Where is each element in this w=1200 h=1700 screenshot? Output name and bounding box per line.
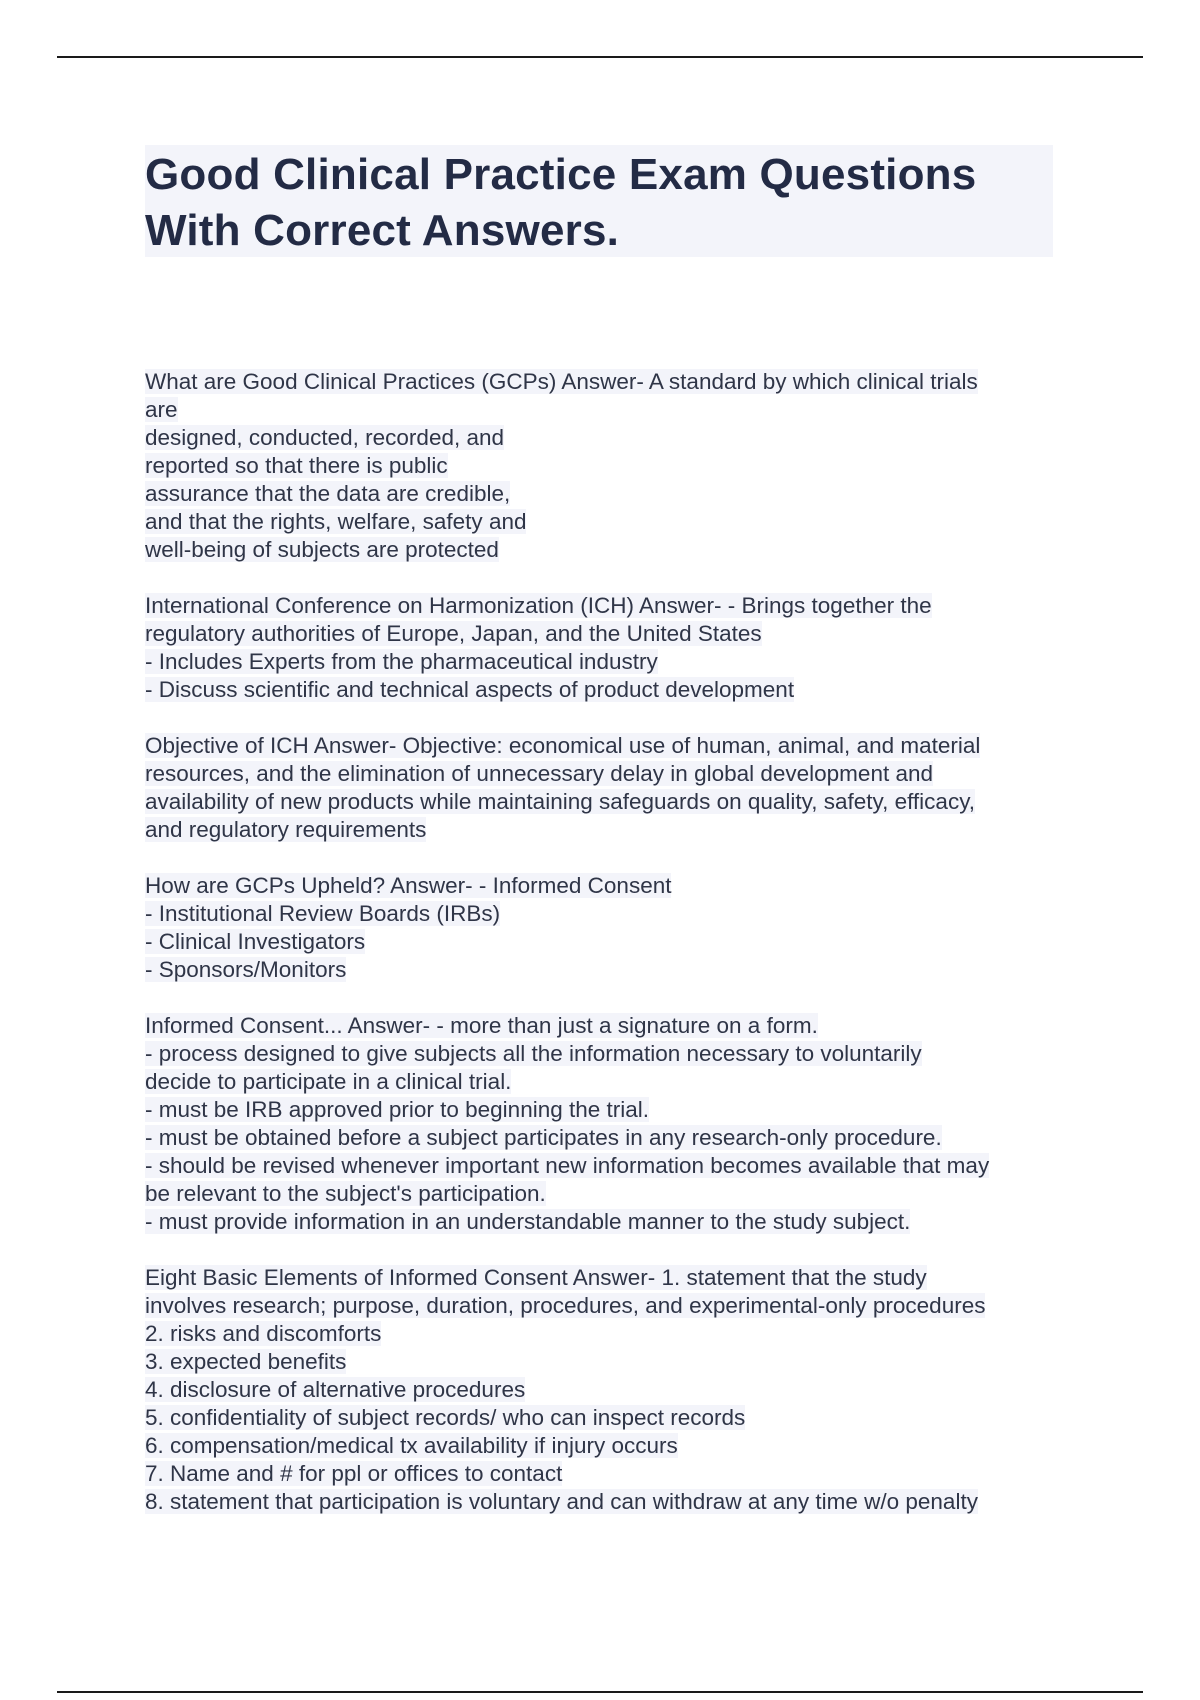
qa-line: What are Good Clinical Practices (GCPs) Answer- A standard by which clinical trials (145, 369, 978, 394)
qa-line: Informed Consent... Answer- - more than just a signature on a form. (145, 1013, 818, 1038)
qa-line: availability of new products while maintaining safeguards on quality, safety, efficacy, (145, 789, 976, 814)
qa-line: are (145, 397, 178, 422)
qa-line: regulatory authorities of Europe, Japan, and the United States (145, 621, 762, 646)
qa-line: designed, conducted, recorded, and (145, 425, 505, 450)
qa-entry (145, 1264, 1065, 1516)
qa-line: be relevant to the subject's participation. (145, 1181, 546, 1206)
qa-line: resources, and the elimination of unnecessary delay in global development and (145, 761, 933, 786)
qa-entry (145, 872, 1065, 984)
qa-line: Objective of ICH Answer- Objective: economical use of human, animal, and material (145, 733, 981, 758)
qa-line: 5. confidentiality of subject records/ who can inspect records (145, 1405, 746, 1430)
qa-line: - Includes Experts from the pharmaceutical industry (145, 649, 658, 674)
qa-line: - Clinical Investigators (145, 929, 366, 954)
qa-line: - should be revised whenever important new information becomes available that may (145, 1153, 990, 1178)
qa-line: How are GCPs Upheld? Answer- - Informed Consent (145, 873, 672, 898)
qa-line: and that the rights, welfare, safety and (145, 509, 527, 534)
qa-line: - must be IRB approved prior to beginning the trial. (145, 1097, 650, 1122)
qa-line: 2. risks and discomforts (145, 1321, 382, 1346)
qa-entry (145, 732, 1065, 844)
qa-line: - must provide information in an understandable manner to the study subject. (145, 1209, 911, 1234)
qa-entry (145, 592, 1065, 704)
title-line-1: Good Clinical Practice Exam Questions (145, 150, 977, 199)
qa-line: Eight Basic Elements of Informed Consent Answer- 1. statement that the study (145, 1265, 927, 1290)
qa-content (145, 368, 1065, 1544)
qa-line: and regulatory requirements (145, 817, 427, 842)
qa-line: reported so that there is public (145, 453, 448, 478)
qa-line: 4. disclosure of alternative procedures (145, 1377, 526, 1402)
qa-entry (145, 368, 1065, 564)
qa-line: - Discuss scientific and technical aspects of product development (145, 677, 795, 702)
title-block (145, 145, 1053, 257)
top-rule (57, 56, 1143, 58)
page-title (145, 145, 1053, 259)
qa-line: 7. Name and # for ppl or offices to contact (145, 1461, 563, 1486)
qa-line: 8. statement that participation is voluntary and can withdraw at any time w/o penalty (145, 1489, 978, 1514)
qa-line: 6. compensation/medical tx availability if injury occurs (145, 1433, 678, 1458)
bottom-rule (57, 1691, 1143, 1693)
qa-line: - Institutional Review Boards (IRBs) (145, 901, 501, 926)
qa-line: involves research; purpose, duration, procedures, and experimental-only procedures (145, 1293, 986, 1318)
qa-entry (145, 1012, 1065, 1236)
qa-line: - Sponsors/Monitors (145, 957, 347, 982)
qa-line: decide to participate in a clinical trial. (145, 1069, 512, 1094)
qa-line: International Conference on Harmonization (ICH) Answer- - Brings together the (145, 593, 932, 618)
qa-line: well-being of subjects are protected (145, 537, 499, 562)
qa-line: assurance that the data are credible, (145, 481, 511, 506)
qa-line: - process designed to give subjects all the information necessary to voluntarily (145, 1041, 922, 1066)
qa-line: 3. expected benefits (145, 1349, 347, 1374)
qa-line: - must be obtained before a subject participates in any research-only procedure. (145, 1125, 942, 1150)
title-line-2: With Correct Answers. (145, 206, 620, 255)
